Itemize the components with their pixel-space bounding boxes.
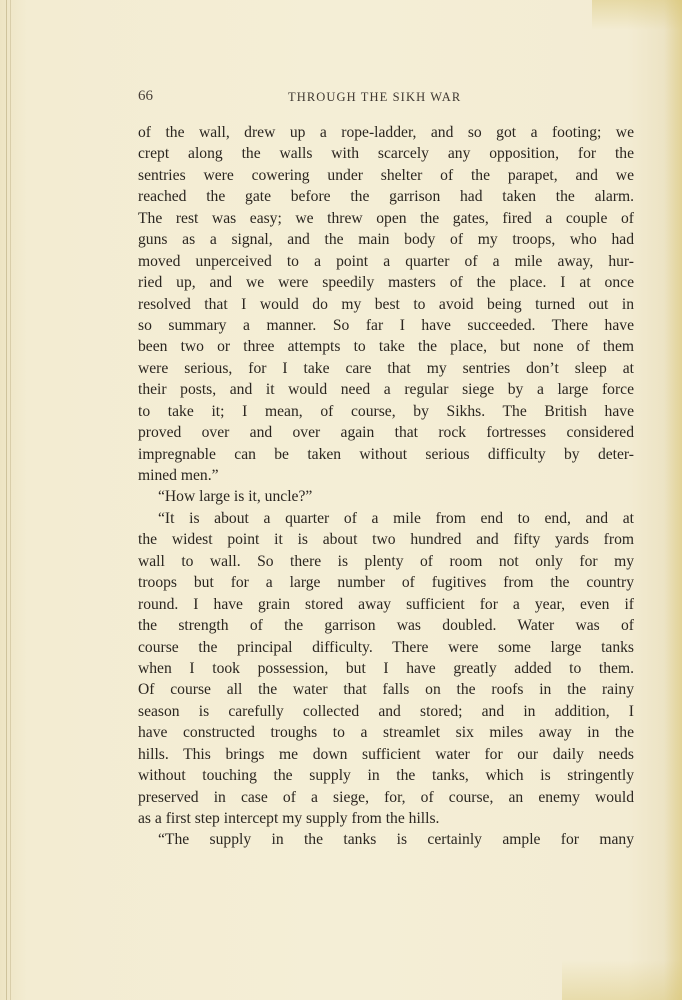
text-line: “It is about a quarter of a mile from end to end, and at <box>158 509 634 527</box>
text-line: the widest point it is about two hundred and fifty yards from <box>138 531 634 549</box>
text-line: round. I have grain stored away sufficient for a year, even if <box>138 595 634 613</box>
text-line: as a first step intercept my supply from the hills. <box>138 810 440 827</box>
page-header <box>138 88 634 108</box>
text-line: troops but for a large number of fugitives from the country <box>138 574 634 592</box>
text-line: The rest was easy; we threw open the gates, fired a couple of <box>138 209 634 227</box>
running-head: THROUGH THE SIKH WAR <box>288 90 462 104</box>
text-line: their posts, and it would need a regular siege by a large force <box>138 381 634 399</box>
text-line: to take it; I mean, of course, by Sikhs. The British have <box>138 402 634 420</box>
text-line: resolved that I would do my best to avoid being turned out in <box>138 295 634 313</box>
text-line: proved over and over again that rock fortresses considered <box>138 424 634 442</box>
text-line: moved unperceived to a point a quarter of a mile away, hur- <box>138 252 634 270</box>
text-line: sentries were cowering under shelter of the parapet, and we <box>138 166 634 184</box>
text-line: reached the gate before the garrison had taken the alarm. <box>138 188 634 206</box>
page-edge-shadow <box>664 0 682 1000</box>
text-line: mined men.” <box>138 467 219 484</box>
text-line: guns as a signal, and the main body of my troops, who had <box>138 231 634 249</box>
page-number: 66 <box>138 88 153 104</box>
gutter-line <box>6 0 7 1000</box>
text-line: course the principal difficulty. There were some large tanks <box>138 638 634 656</box>
text-line: been two or three attempts to take the place, but none of them <box>138 338 634 356</box>
text-line: of the wall, drew up a rope-ladder, and so got a footing; we <box>138 124 634 141</box>
text-line: impregnable can be taken without serious difficulty by deter- <box>138 445 634 463</box>
page-edge-stain <box>592 0 682 30</box>
text-line: were serious, for I take care that my sentries don’t sleep at <box>138 359 634 377</box>
text-line: so summary a manner. So far I have succeeded. There have <box>138 316 634 334</box>
text-line: when I took possession, but I have greatly added to them. <box>138 659 634 677</box>
text-line: have constructed troughs to a streamlet six miles away in the <box>138 724 634 742</box>
text-line: season is carefully collected and stored; and in addition, I <box>138 702 634 720</box>
gutter-line <box>10 0 11 1000</box>
text-line: hills. This brings me down sufficient water for our daily needs <box>138 745 634 763</box>
body-text <box>138 122 634 851</box>
text-line: crept along the walls with scarcely any opposition, for the <box>138 145 634 163</box>
text-line: the strength of the garrison was doubled. Water was of <box>138 617 634 635</box>
text-line: without touching the supply in the tanks, which is stringently <box>138 767 634 785</box>
text-line: ried up, and we were speedily masters of the place. I at once <box>138 274 634 292</box>
text-line: “How large is it, uncle?” <box>158 488 313 506</box>
text-line: preserved in case of a siege, for, of course, an enemy would <box>138 788 634 806</box>
page-edge-stain <box>562 960 682 1000</box>
text-line: Of course all the water that falls on the roofs in the rainy <box>138 681 634 699</box>
text-line: “The supply in the tanks is certainly ample for many <box>158 831 634 849</box>
text-line: wall to wall. So there is plenty of room not only for my <box>138 552 634 570</box>
